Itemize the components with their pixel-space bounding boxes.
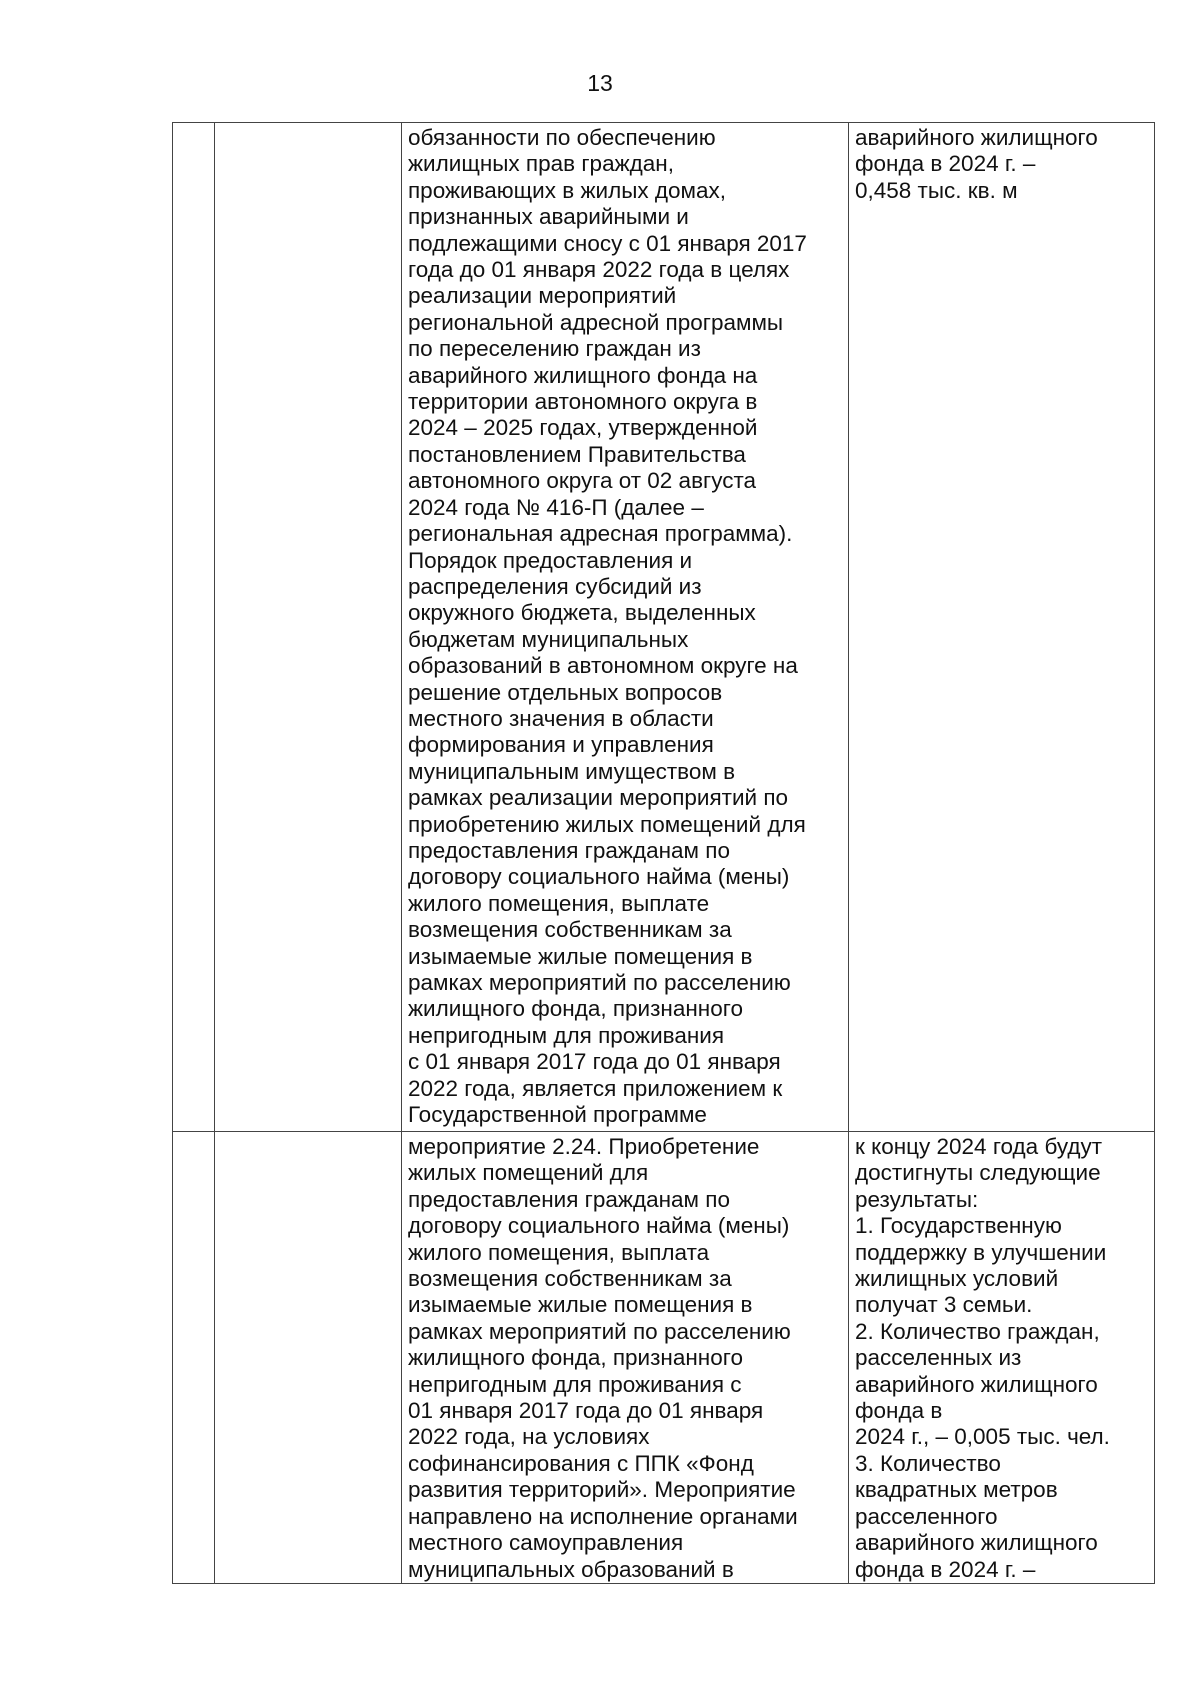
text-line: предоставления гражданам по — [408, 837, 730, 863]
text-line: 0,458 тыс. кв. м — [855, 177, 1018, 203]
text-line: 2022 года, на условиях — [408, 1424, 650, 1450]
text-line: Порядок предоставления и — [408, 547, 693, 573]
text-line: подлежащими сносу с 01 января 2017 — [408, 230, 807, 256]
text-line: муниципальным имуществом в — [408, 758, 736, 784]
text-line: Государственной программе — [408, 1102, 707, 1128]
text-line: мероприятие 2.24. Приобретение — [408, 1134, 760, 1159]
text-line: местного самоуправления — [408, 1530, 684, 1556]
measure-cell — [402, 1132, 849, 1584]
text-line: 1. Государственную — [855, 1213, 1062, 1239]
text-line: аварийного жилищного — [855, 1530, 1098, 1556]
text-line: аварийного жилищного фонда на — [408, 362, 758, 388]
text-line: проживающих в жилых домах, — [408, 177, 726, 203]
text-line: 2022 года, является приложением к — [408, 1075, 783, 1101]
text-line: муниципальных образований в — [408, 1556, 734, 1582]
text-line: рамках реализации мероприятий по — [408, 785, 789, 811]
text-line: жилищных прав граждан, — [408, 151, 674, 177]
text-line: обязанности по обеспечению — [408, 125, 716, 150]
text-line: реализации мероприятий — [408, 283, 677, 309]
page-number: 13 — [587, 70, 613, 96]
text-line: расселенного — [855, 1503, 998, 1529]
text-line: договору социального найма (мены) — [408, 864, 790, 890]
text-line: окружного бюджета, выделенных — [408, 600, 756, 626]
text-line: 2024 г., – 0,005 тыс. чел. — [855, 1424, 1110, 1450]
measure-cell — [402, 123, 849, 1132]
text-line: жилого помещения, выплате — [408, 890, 710, 916]
text-line: фонда в 2024 г. – — [855, 151, 1036, 177]
text-line: непригодным для проживания — [408, 1022, 725, 1048]
text-line: аварийного жилищного — [855, 1371, 1098, 1397]
text-line: договору социального найма (мены) — [408, 1213, 790, 1239]
text-line: возмещения собственникам за — [408, 1266, 732, 1292]
text-line: региональной адресной программы — [408, 309, 784, 335]
text-line: софинансирования с ППК «Фонд — [408, 1450, 754, 1476]
text-line: 2024 – 2025 годах, утвержденной — [408, 415, 758, 441]
text-line: фонда в 2024 г. – — [855, 1556, 1036, 1582]
text-line: изымаемые жилые помещения в — [408, 943, 753, 969]
text-line: по переселению граждан из — [408, 336, 701, 362]
text-line: региональная адресная программа). — [408, 521, 793, 547]
text-line: жилых помещений для — [408, 1160, 649, 1186]
text-line: территории автономного округа в — [408, 389, 758, 415]
text-line: предоставления гражданам по — [408, 1186, 730, 1212]
text-line: жилищного фонда, признанного — [408, 996, 743, 1022]
text-line: рамках мероприятий по расселению — [408, 970, 791, 995]
text-line: непригодным для проживания с — [408, 1371, 742, 1397]
text-line: развития территорий». Мероприятие — [408, 1477, 796, 1503]
text-line: аварийного жилищного — [855, 125, 1098, 150]
table-row — [173, 1132, 1155, 1584]
text-line: поддержку в улучшении — [855, 1239, 1107, 1265]
text-line: местного значения в области — [408, 705, 714, 731]
text-line: рамках мероприятий по расселению — [408, 1318, 791, 1344]
text-line: 2024 года № 416-П (далее – — [408, 494, 704, 520]
text-line: формирования и управления — [408, 732, 714, 758]
result-cell — [849, 1132, 1155, 1584]
index-cell — [173, 1132, 215, 1584]
text-line: 01 января 2017 года до 01 января — [408, 1398, 764, 1424]
text-line: фонда в — [855, 1398, 943, 1424]
text-line: года до 01 января 2022 года в целях — [408, 257, 790, 283]
program-table — [172, 122, 1155, 1584]
text-line: к концу 2024 года будут — [855, 1134, 1103, 1159]
text-line: возмещения собственникам за — [408, 917, 732, 943]
text-line: результаты: — [855, 1186, 979, 1212]
text-line: постановлением Правительства — [408, 441, 746, 467]
text-line: распределения субсидий из — [408, 573, 702, 599]
text-line: бюджетам муниципальных — [408, 626, 689, 652]
text-line: приобретению жилых помещений для — [408, 811, 806, 837]
text-line: автономного округа от 02 августа — [408, 468, 757, 494]
text-line: направлено на исполнение органами — [408, 1503, 798, 1529]
text-line: с 01 января 2017 года до 01 января — [408, 1049, 781, 1075]
text-line: признанных аварийными и — [408, 204, 689, 230]
text-line: изымаемые жилые помещения в — [408, 1292, 753, 1318]
text-line: 3. Количество — [855, 1450, 1001, 1476]
text-line: образований в автономном округе на — [408, 653, 798, 679]
text-line: достигнуты следующие — [855, 1160, 1101, 1186]
text-line: жилищных условий — [855, 1266, 1059, 1292]
result-cell — [849, 123, 1155, 1132]
text-line: квадратных метров — [855, 1477, 1058, 1503]
text-line: жилищного фонда, признанного — [408, 1345, 743, 1371]
name-cell — [215, 1132, 402, 1584]
text-line: 2. Количество граждан, — [855, 1318, 1100, 1344]
text-line: расселенных из — [855, 1345, 1022, 1371]
text-line: жилого помещения, выплата — [408, 1239, 710, 1265]
text-line: решение отдельных вопросов — [408, 679, 723, 705]
table-row — [173, 123, 1155, 1132]
name-cell — [215, 123, 402, 1132]
index-cell — [173, 123, 215, 1132]
text-line: получат 3 семьи. — [855, 1292, 1033, 1318]
